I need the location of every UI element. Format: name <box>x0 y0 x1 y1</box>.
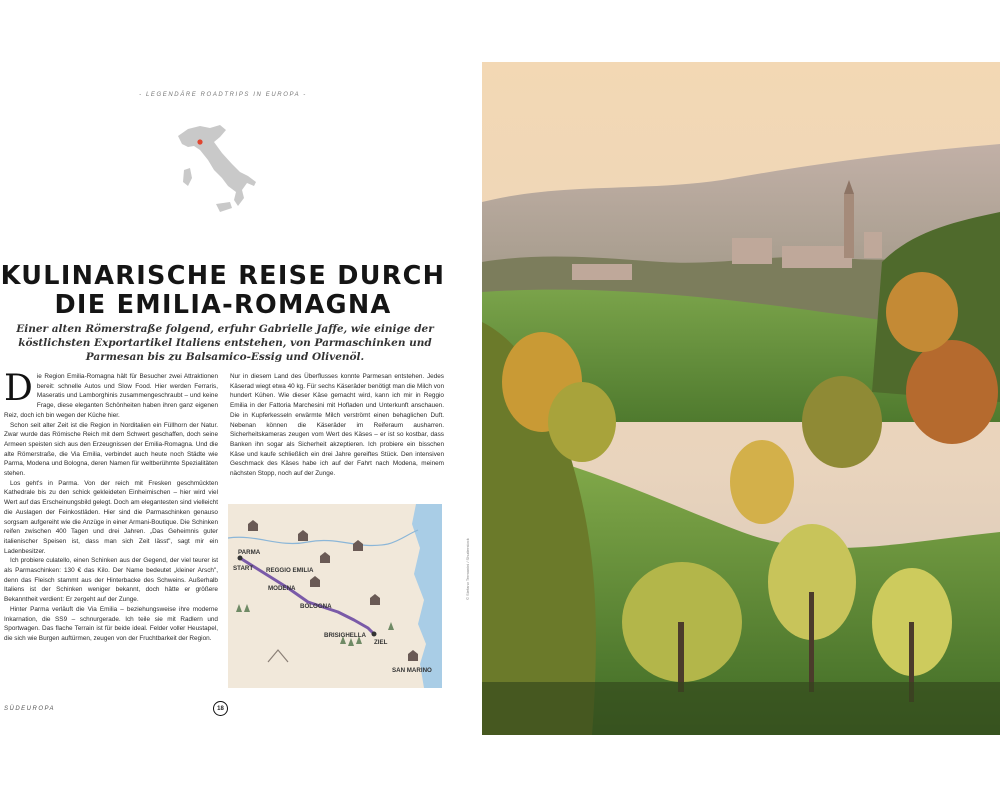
body-column-2 <box>230 372 444 479</box>
italy-locator-map <box>170 120 260 215</box>
bottom-shadow <box>482 682 1000 735</box>
sardinia-shape <box>183 168 192 186</box>
sicily-shape <box>216 202 232 212</box>
paragraph: Los geht's in Parma. Von der reich mit Fresken geschmückten Kathedrale bis zu den schick gekleideten Einheimischen – hier wird viel Wert auf das Erscheinungsbild gelegt. Doch am elegantesten sind vielleicht die Auslagen der Feinkostläden. Hier sind die Parmaschinken genauso sorgsam aufgereiht wie die Anzüge in einer Armani-Boutique. Die Schinken reifen zwischen 400 Tagen und drei Jahren. „Das Geheimnis guter italienischer Speisen ist, dass man sich Zeit lässt", sagt mir ein Ladenbesitzer. <box>4 479 218 555</box>
map-label-bologna: BOLOGNA <box>300 603 332 610</box>
region-marker <box>197 139 202 144</box>
route-map <box>228 504 442 688</box>
title-line-2: DIE EMILIA-ROMAGNA <box>54 290 392 320</box>
left-page <box>0 0 482 800</box>
article-subtitle: Einer alten Römerstraße folgend, erfuhr Gabrielle Jaffe, wie einige der köstlichsten Exportartikel Italiens entstehen, von Parmaschinken und Parmesan bis zu Balsamico-Essig und Olivenöl. <box>16 323 434 363</box>
paragraph: ie Region Emilia-Romagna hält für Besucher zwei Attraktionen bereit: schnelle Autos und Slow Food. Hier werden Ferraris, Maseratis und Lamborghinis zusammengeschraubt – und keine Frage, diese eleganten Schönheiten haben ihren ganz eigenen Reiz, doch ich bin wegen der Küche hier. <box>4 373 218 419</box>
paragraph: Nur in diesem Land des Überflusses konnte Parmesan entstehen. Jedes Käserad wiegt etwa 40 kg. Für sechs Käseräder benötigt man die Milch von hundert Kühen. Wie dieser Käse gemacht wird, kann ich mir in Reggio Emilia in der Fattoria Marchesini mit Hofladen und Unterkunft anschauen. Die in Kupferkesseln erwärmte Milch verströmt einen behaglichen Duft. Nebenan können die Käseräder im Reiferaum ausharren. Sicherheitskameras zeugen vom Wert des Käses – er ist so kostbar, dass Banken ihn sogar als Sicherheit akzeptieren. Ich probiere ein bisschen Käse und kaufe schließlich ein drei Jahre gereiftes Stück. Den intensiven Geschmack des Käses habe ich auf der Fahrt nach Modena, meinem nächsten Stopp, noch auf der Zunge. <box>230 373 444 478</box>
paragraph: Hinter Parma verläuft die Via Emilia – beziehungsweise ihre moderne Inkarnation, die SS9 – schnurgerade. Ich teile sie mit Radlern und Sportwagen. Das flache Terrain ist für beide ideal. Felder voller Heustapel, die sich wie Burgen auftürmen, zeugen von der Fruchtbarkeit der Region. <box>4 605 218 642</box>
italy-shape <box>178 125 256 206</box>
paragraph: Ich probiere culatello, einen Schinken aus der Gegend, der viel teurer ist als Parmaschinken: 130 € das Kilo. Der Name bedeutet „kleiner Arsch", denn das Fleisch stammt aus der Hinterbacke des Schweins. Außerhalb Italiens ist der Schinken weniger bekannt, doch hätte er größere Bekanntheit verdient: Er zergeht auf der Zunge. <box>4 557 218 604</box>
article-title <box>0 262 446 320</box>
map-label-san-marino: SAN MARINO <box>392 667 432 674</box>
map-label-parma: PARMA <box>238 549 261 556</box>
section-footer: SÜDEUROPA <box>4 706 56 712</box>
map-label-modena: MODENA <box>268 585 296 592</box>
map-label-ziel: ZIEL <box>374 639 388 646</box>
map-label-reggio: REGGIO EMILIA <box>266 567 314 574</box>
end-marker <box>372 632 377 637</box>
start-marker <box>238 556 243 561</box>
photo-credit: © Stefano Termanini / Shutterstock <box>465 538 470 600</box>
body-column-1 <box>4 368 218 644</box>
page-number: 18 <box>213 701 228 716</box>
paragraph: Schon seit alter Zeit ist die Region in Norditalien ein Füllhorn der Natur. Zwar wurde das Römische Reich mit dem Schwert geschaffen, doch seine Armeen speisten sich aus den Erzeugnissen der Emilia-Romagna. Und die alte Römerstraße, die Via Emilia, verbindet auch heute noch Städte wie Parma, Modena und Bologna, deren Namen für weltberühmte Spezialitäten stehen. <box>4 421 218 478</box>
title-line-1: KULINARISCHE REISE DURCH <box>0 261 446 291</box>
drop-cap: D <box>4 368 33 409</box>
map-label-start: START <box>233 565 254 572</box>
landscape-photo <box>482 62 1000 735</box>
series-kicker: - LEGENDÄRE ROADTRIPS IN EUROPA - <box>139 92 307 98</box>
map-label-brisighella: BRISIGHELLA <box>324 632 366 639</box>
